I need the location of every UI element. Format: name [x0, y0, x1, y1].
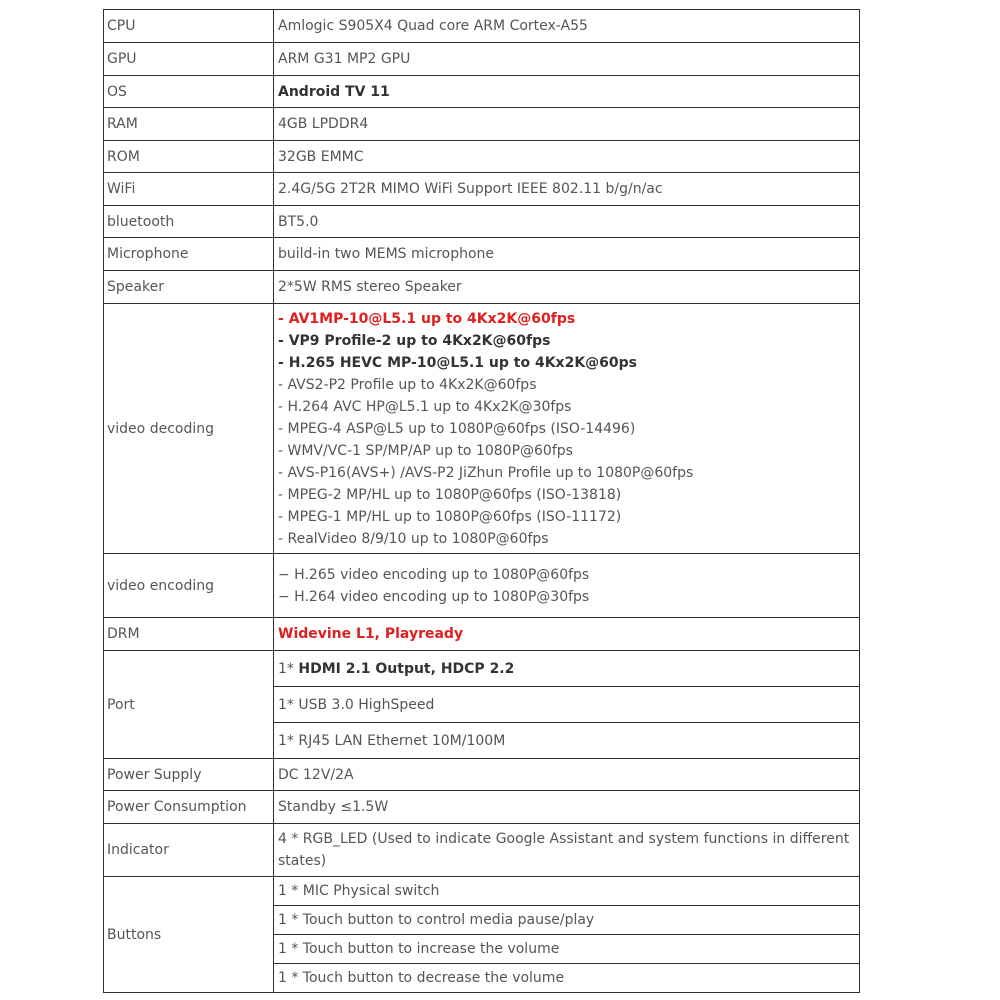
decoding-line-3 [278, 352, 856, 374]
table-row [104, 108, 860, 141]
decoding-line-1-text: AV1MP-10@L5.1 up to 4Kx2K@60fps [288, 310, 576, 327]
row-label-os: OS [104, 76, 274, 108]
decoding-line-3-prefix: - [278, 354, 289, 371]
row-label-indicator: Indicator [104, 824, 274, 877]
row-label-rom: ROM [104, 141, 274, 173]
decoding-line-3-text: H.265 HEVC MP-10@L5.1 up to 4Kx2K@60ps [288, 354, 638, 371]
table-row [104, 76, 860, 108]
row-label-microphone: Microphone [104, 238, 274, 271]
row-value-indicator: 4 * RGB_LED (Used to indicate Google Assistant and system functions in different states) [274, 824, 860, 877]
row-value-rom: 32GB EMMC [274, 141, 860, 173]
table-row [104, 877, 860, 906]
encoding-line-1: − H.265 video encoding up to 1080P@60fps [278, 566, 590, 583]
row-value-os: Android TV 11 [274, 76, 860, 108]
decoding-line-2-prefix: - [278, 332, 289, 349]
encoding-line-2: − H.264 video encoding up to 1080P@30fps [278, 588, 590, 605]
row-value-cpu: Amlogic S905X4 Quad core ARM Cortex-A55 [274, 10, 860, 43]
table-row [104, 173, 860, 206]
decoding-line-4: - AVS2-P2 Profile up to 4Kx2K@60fps [278, 376, 537, 393]
table-row [104, 651, 860, 687]
row-value-port-usb: 1* USB 3.0 HighSpeed [274, 687, 860, 723]
decoding-line-2-text: VP9 Profile-2 up to 4Kx2K@60fps [288, 332, 551, 349]
row-value-video-encoding [274, 554, 860, 618]
port-hdmi-prefix: 1* [278, 660, 299, 677]
row-value-drm: Widevine L1, Playready [274, 618, 860, 651]
decoding-line-2 [278, 330, 856, 352]
row-label-power-supply: Power Supply [104, 759, 274, 791]
row-value-bluetooth: BT5.0 [274, 206, 860, 238]
row-value-video-decoding [274, 304, 860, 554]
table-row [104, 554, 860, 618]
row-label-port: Port [104, 651, 274, 759]
table-row [104, 304, 860, 554]
decoding-line-6: - MPEG-4 ASP@L5 up to 1080P@60fps (ISO-14496) [278, 420, 636, 437]
decoding-line-1 [278, 308, 856, 330]
row-label-wifi: WiFi [104, 173, 274, 206]
row-value-power-consumption: Standby ≤1.5W [274, 791, 860, 824]
table-row [104, 43, 860, 76]
table-row [104, 141, 860, 173]
port-hdmi-text: HDMI 2.1 Output, HDCP 2.2 [298, 660, 515, 677]
table-row [104, 824, 860, 877]
row-label-power-consumption: Power Consumption [104, 791, 274, 824]
table-row [104, 206, 860, 238]
row-label-video-encoding: video encoding [104, 554, 274, 618]
row-label-ram: RAM [104, 108, 274, 141]
decoding-line-1-prefix: - [278, 310, 289, 327]
row-value-power-supply: DC 12V/2A [274, 759, 860, 791]
row-value-button-3: 1 * Touch button to increase the volume [274, 935, 860, 964]
row-value-speaker: 2*5W RMS stereo Speaker [274, 271, 860, 304]
row-value-ram: 4GB LPDDR4 [274, 108, 860, 141]
row-value-wifi: 2.4G/5G 2T2R MIMO WiFi Support IEEE 802.11 b/g/n/ac [274, 173, 860, 206]
table-row [104, 10, 860, 43]
decoding-line-8: - AVS-P16(AVS+) /AVS-P2 JiZhun Profile up to 1080P@60fps [278, 464, 694, 481]
row-label-gpu: GPU [104, 43, 274, 76]
row-value-button-1: 1 * MIC Physical switch [274, 877, 860, 906]
row-value-button-2: 1 * Touch button to control media pause/play [274, 906, 860, 935]
row-label-drm: DRM [104, 618, 274, 651]
table-row [104, 271, 860, 304]
table-row [104, 791, 860, 824]
decoding-line-10: - MPEG-1 MP/HL up to 1080P@60fps (ISO-11172) [278, 508, 622, 525]
row-value-gpu: ARM G31 MP2 GPU [274, 43, 860, 76]
row-label-buttons: Buttons [104, 877, 274, 993]
row-label-speaker: Speaker [104, 271, 274, 304]
table-row [104, 618, 860, 651]
decoding-line-11: - RealVideo 8/9/10 up to 1080P@60fps [278, 530, 549, 547]
decoding-line-5: - H.264 AVC HP@L5.1 up to 4Kx2K@30fps [278, 398, 572, 415]
row-value-button-4: 1 * Touch button to decrease the volume [274, 964, 860, 993]
row-label-cpu: CPU [104, 10, 274, 43]
row-value-microphone: build-in two MEMS microphone [274, 238, 860, 271]
decoding-line-9: - MPEG-2 MP/HL up to 1080P@60fps (ISO-13818) [278, 486, 622, 503]
row-label-bluetooth: bluetooth [104, 206, 274, 238]
table-row [104, 759, 860, 791]
row-value-port-hdmi [274, 651, 860, 687]
decoding-line-7: - WMV/VC-1 SP/MP/AP up to 1080P@60fps [278, 442, 573, 459]
spec-table [103, 9, 860, 993]
row-label-video-decoding: video decoding [104, 304, 274, 554]
row-value-port-lan: 1* RJ45 LAN Ethernet 10M/100M [274, 723, 860, 759]
table-row [104, 238, 860, 271]
